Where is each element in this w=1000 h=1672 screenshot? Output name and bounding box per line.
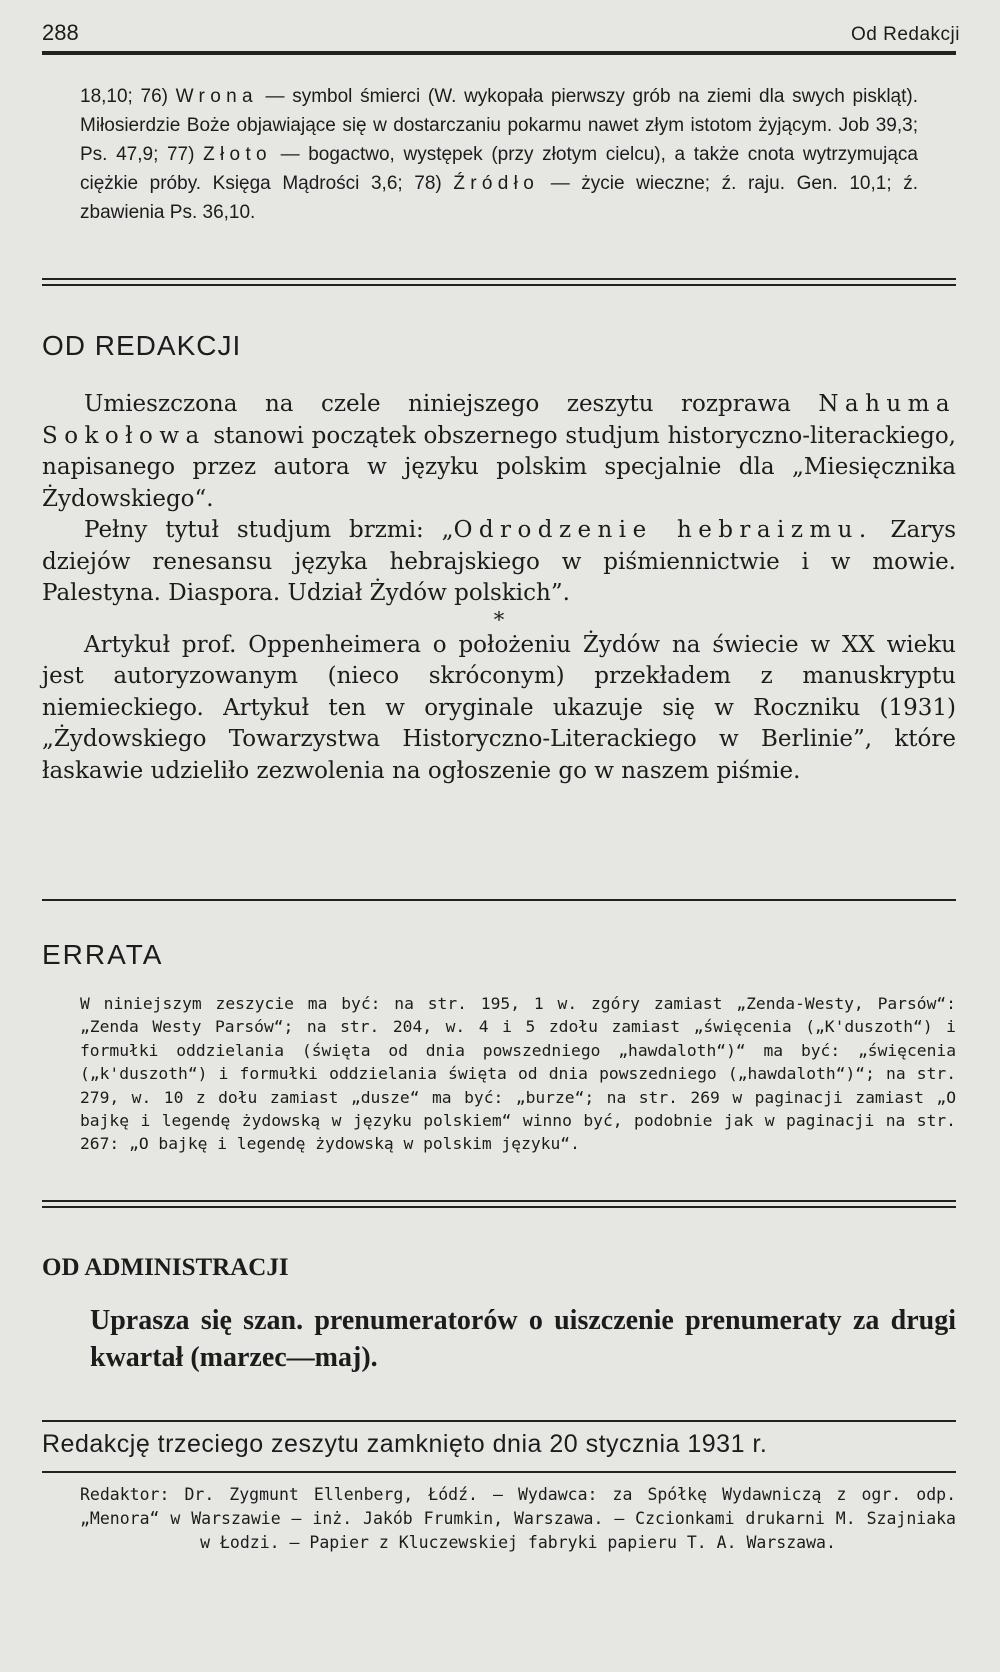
section-rule [42, 278, 956, 280]
od-redakcji-heading: OD REDAKCJI [42, 330, 242, 361]
header-rule [42, 51, 956, 55]
imprint-section [42, 1483, 956, 1555]
paragraph-oppenheimer: Artykuł prof. Oppenheimera o położeniu Żydów na świecie w XX wieku jest autoryzowanym (nieco skróconym) przekładem z manuskryptu niemieckiego. Artykuł ten w oryginale ukazuje się w Roczniku (1931) „Żydowskiego Towarzystwa Historyczno-Literackiego w Berlinie”, które łaskawie udzieliło zezwolenia na ogłoszenie go w naszem piśmie. [42, 631, 956, 784]
paragraph-title [42, 515, 956, 610]
paragraph-sokolow [42, 389, 956, 515]
section-rule [42, 1206, 956, 1208]
glossary-paragraph [42, 82, 956, 227]
errata-text: W niniejszym zeszycie ma być: na str. 195, 1 w. zgóry zamiast „Zenda-Westy, Parsów“: „Zenda Westy Parsów“; na str. 204, w. 4 i 5 zdołu zamiast „święcenia („K'duszoth“) i formułki oddzielania (święta od dnia powszedniego „hawdaloth“)“ ma być: „święcenia („k'duszoth“) i formułki oddzielania święta od dnia powszedniego („hawdaloth“)“; na str. 279, w. 10 z dołu zamiast „dusze“ ma być: „burze“; na str. 269 w paginacji zamiast „O bajkę i legendę żydowską w języku polskiem“ winno być, podobnie jak w paginacji na str. 267: „O bajkę i legendę żydowską w polskim języku“. [80, 994, 956, 1154]
text-run: Zarys dziejów renesansu języka hebrajskiego w piśmiennictwie i w mowie. Palestyna. Diaspora. Udział Żydów polskich”. [42, 517, 957, 606]
spaced-emphasis: Nahuma Sokołowa [42, 391, 956, 449]
text-run: Umieszczona na czele niniejszego zeszytu rozprawa [84, 391, 819, 417]
text-run: — bogactwo, występek (przy złotym cielcu), a także cnota wytrzymująca ciężkie próby. Księga Mądrości 3,6; 78) [80, 144, 918, 194]
section-rule [42, 1471, 956, 1473]
section-rule [42, 1420, 956, 1422]
section-rule [42, 899, 956, 901]
spaced-emphasis: Odrodzenie hebraizmu. [453, 517, 873, 543]
spaced-emphasis: Źródło [453, 173, 540, 194]
od-administracji-heading: OD ADMINISTRACJI [42, 1254, 289, 1281]
administracja-section [42, 1302, 956, 1376]
text-run: — życie wieczne; ź. raju. Gen. 10,1; ź. zbawienia Ps. 36,10. [80, 173, 918, 223]
symbol-glossary-continuation [42, 82, 956, 227]
running-title: Od Redakcji [851, 24, 960, 45]
spaced-emphasis: Złoto [203, 144, 272, 165]
spaced-emphasis: Wrona [175, 86, 258, 107]
text-run: stanowi początek obszernego studjum historyczno-literackiego, napisanego przez autora w języku polskim specjalnie dla „Miesięcznika Żydowskiego“. [42, 422, 956, 512]
text-run: Pełny tytuł studjum brzmi: „ [84, 517, 454, 543]
closing-note: Redakcję trzeciego zeszytu zamknięto dnia 20 stycznia 1931 r. [42, 1430, 768, 1458]
administracja-text: Uprasza się szan. prenumeratorów o uiszczenie prenumeraty za drugi kwartał (marzec—maj). [90, 1305, 956, 1373]
page-number: 288 [42, 20, 79, 45]
section-rule [42, 1200, 956, 1202]
section-rule [42, 284, 956, 286]
errata-section [42, 992, 956, 1156]
od-redakcji-body [42, 389, 956, 787]
text-run: — symbol śmierci (W. wykopała pierwszy grób na ziemi dla swych piskląt). Miłosierdzie Boże objawiające się w dostarczaniu pokarmu nawet złym istotom żyjącym. Job 39,3; Ps. 47,9; 77) [80, 86, 918, 165]
asterisk-separator: * [493, 607, 505, 632]
errata-heading: ERRATA [42, 939, 164, 970]
text-run: 18,10; 76) [80, 86, 176, 107]
imprint-text: Redaktor: Dr. Zygmunt Ellenberg, Łódź. — Wydawca: za Spółkę Wydawniczą z ogr. odp. „Menora“ w Warszawie — inż. Jakób Frumkin, Warszawa. — Czcionkami drukarni M. Szajniaka w Łodzi. — Papier z Kluczewskiej fabryki papieru T. A. Warszawa. [80, 1485, 956, 1552]
